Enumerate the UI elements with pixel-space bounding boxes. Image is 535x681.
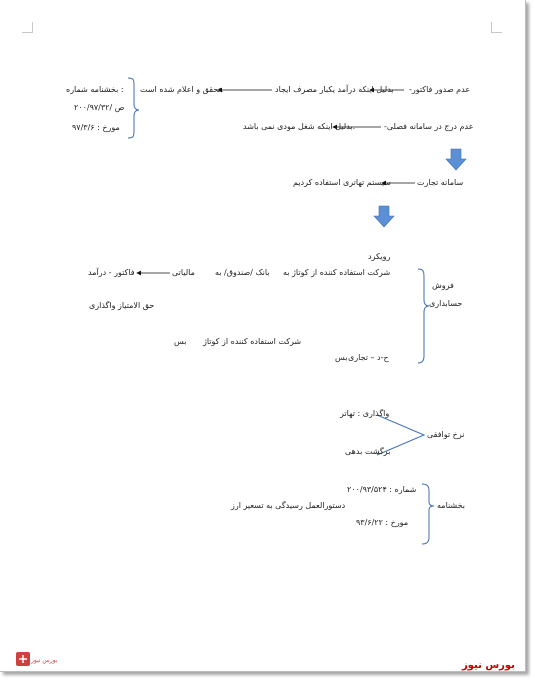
approach-text: رویکرد bbox=[368, 252, 391, 261]
sales-line-part3: مالیاتی bbox=[172, 268, 195, 277]
circular1-number: ۲۰۰/۹۷/۳۲/ ص bbox=[74, 103, 125, 112]
brace-circular2 bbox=[422, 484, 434, 544]
stamp-text: بورس نیوز bbox=[31, 657, 58, 664]
return-debt-text: برگشت بدهی bbox=[345, 447, 391, 456]
watermark-logo: بورس نیوز bbox=[462, 660, 515, 671]
line-c-part1: ح-د – تجاری bbox=[348, 353, 389, 362]
trade-system-text: سامانه تجارت bbox=[417, 178, 464, 187]
row1-left-text: -عدم صدور فاکتور bbox=[409, 85, 471, 94]
row2-reason-text: بدلیل اینکه شغل مودی نمی باشد. bbox=[243, 122, 356, 131]
down-arrow-2 bbox=[374, 206, 394, 227]
line-b-part1: شرکت استفاده کننده از کوتاژ bbox=[203, 337, 302, 346]
transfer-text: واگذاری : تهاتر bbox=[340, 409, 390, 418]
sales-line-part1: شرکت استفاده کننده از کوتاژ به bbox=[283, 268, 391, 277]
down-arrow-1 bbox=[446, 149, 466, 170]
line-b-part2: بس bbox=[174, 337, 187, 346]
circular2-number: شماره : ۲۰۰/۹۳/۵۲۴ bbox=[347, 485, 417, 494]
stamp-logo bbox=[14, 646, 58, 672]
circular2-label: بخشنامه bbox=[437, 501, 465, 510]
line-c-part2: بس bbox=[335, 353, 348, 362]
used-system-text: سیستم تهاتری استفاده کردیم bbox=[293, 178, 391, 187]
accounting-label: حسابداری bbox=[429, 299, 463, 308]
sales-line-result: فاکتور - درآمد bbox=[88, 268, 135, 277]
circular2-date: مورخ : ۹۳/۶/۲۲ bbox=[356, 518, 409, 527]
stamp-icon bbox=[14, 646, 58, 672]
circular2-instruction: دستورالعمل رسیدگی به تسعیر ارز bbox=[231, 501, 346, 510]
circular1-date: مورخ : ۹۷/۳/۶ bbox=[72, 123, 120, 132]
brace-sales bbox=[418, 269, 429, 363]
agreed-rate-text: نرخ توافقی bbox=[427, 430, 465, 439]
row1-result-text: تحقق و اعلام شده است. bbox=[140, 85, 224, 94]
sales-line-part2: بانک /صندوق/ به bbox=[215, 268, 270, 277]
sales-label: فروش bbox=[432, 281, 454, 290]
circular1-title: بخشنامه شماره : bbox=[66, 85, 124, 94]
brace-circular1 bbox=[128, 78, 139, 138]
row1-reason-text: بدلیل اینکه درآمد یکبار مصرف ایجاد bbox=[275, 85, 394, 94]
row2-left-text: -عدم درج در سامانه فصلی bbox=[384, 122, 474, 131]
license-text: حق الامتیاز واگذاری bbox=[89, 301, 155, 310]
